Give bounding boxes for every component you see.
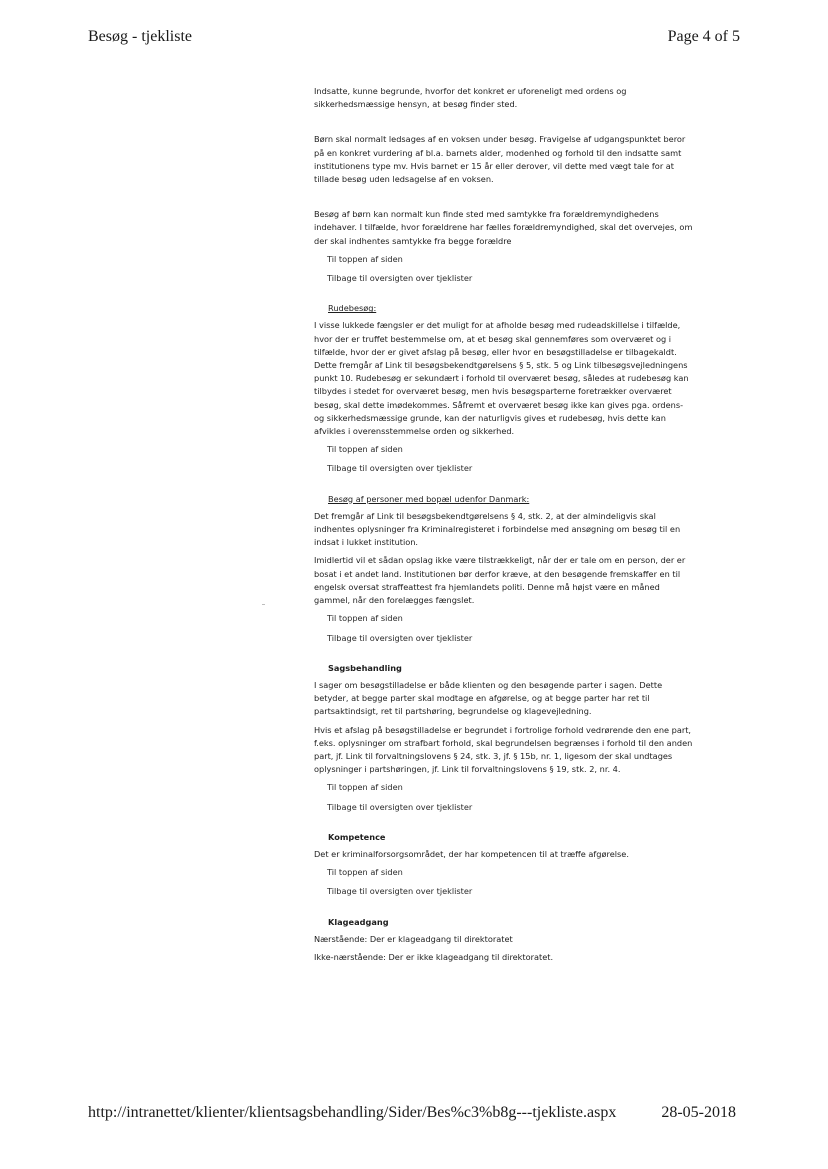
udenfor-paragraph-1: Det fremgår af Link til besøgsbekendtgørelsens § 4, stk. 2, at der almindeligvis skal indhentes oplysninger fra Kriminalregisteret i forbindelse med ansøgning om besøg til en indsat i lukket institution. <box>314 510 681 548</box>
footer-url: http://intranettet/klienter/klientsagsbehandling/Sider/Bes%c3%b8g---tjekliste.aspx <box>88 1104 617 1121</box>
intro-paragraph-2: Børn skal normalt ledsages af en voksen under besøg. Fravigelse af udgangspunktet beror på en konkret vurdering af bl.a. barnets alder, modenhed og forhold til den indsatte samt institutionens type mv. Hvis barnet er 15 år eller derover, vil dette med vægt tale for at tillade besøg uden ledsagelse af en voksen. <box>314 134 686 185</box>
back-to-top-link[interactable]: Til toppen af siden <box>327 253 403 264</box>
page-number: Page 4 of 5 <box>667 28 740 45</box>
klageadgang-heading: Klageadgang <box>328 916 389 927</box>
back-to-overview-link[interactable]: Tilbage til oversigten over tjeklister <box>327 886 473 897</box>
document-body <box>314 85 694 969</box>
back-to-top-link[interactable]: Til toppen af siden <box>327 867 403 878</box>
back-to-overview-link[interactable]: Tilbage til oversigten over tjeklister <box>327 632 473 643</box>
document-title: Besøg - tjekliste <box>88 28 192 45</box>
sagsbehandling-paragraph-2: Hvis et afslag på besøgstilladelse er begrundet i fortrolige forhold vedrørende den ene part, f.eks. oplysninger om strafbart forhold, skal begrundelsen begrænses i forhold til den anden part, jf. Link til forvaltningslovens § 24, stk. 3, jf. § 15b, nr. 1, ligesom der skal undtages oplysninger i partshøringen, jf. Link til forvaltningslovens § 19, stk. 2, nr. 4. <box>314 724 693 775</box>
rudebesog-paragraph: I visse lukkede fængsler er det muligt for at afholde besøg med rudeadskillelse i tilfælde, hvor der er truffet bestemmelse om, at et besøg skal gennemføres som overværet og i tilfælde, hvor der er givet afslag på besøg, eller hvor en besøgstilladelse er tilbagekaldt. Dette fremgår af Link til besøgsbekendtgørelsens § 5, stk. 5 og Link tilbesøgsvejledningens punkt 10. Rudebesøg er sekundært i forhold til overværet besøg, således at rudebesøg kan tilbydes i stedet for overværet besøg, men hvis besøgsparterne foretrækker overværet besøg, skal dette imødekommes. Såfremt et overværet besøg ikke kan gives pga. ordens- og sikkerhedsmæssige grunde, kan der naturligvis gives et rudebesøg, hvis dette kan afvikles i overensstemmelse orden og sikkerhed. <box>314 320 689 437</box>
scan-speck <box>262 604 265 605</box>
back-to-overview-link[interactable]: Tilbage til oversigten over tjeklister <box>327 463 473 474</box>
sagsbehandling-heading: Sagsbehandling <box>328 662 402 673</box>
sagsbehandling-paragraph-1: I sager om besøgstilladelse er både klienten og den besøgende parter i sagen. Dette betyder, at begge parter skal modtage en afgørelse, og at begge parter har ret til partsaktindsigt, ret til partshøring, begrundelse og klagevejledning. <box>314 679 663 717</box>
klageadgang-ikke-naerstaaende: Ikke-nærstående: Der er ikke klageadgang til direktoratet. <box>314 951 554 962</box>
kompetence-paragraph: Det er kriminalforsorgsområdet, der har kompetencen til at træffe afgørelse. <box>314 848 629 859</box>
footer-date: 28-05-2018 <box>661 1104 736 1121</box>
intro-paragraph-1: Indsatte, kunne begrunde, hvorfor det konkret er uforeneligt med ordens og sikkerhedsmæssige hensyn, at besøg finder sted. <box>314 86 627 110</box>
udenfor-paragraph-2: Imidlertid vil et sådan opslag ikke være tilstrækkeligt, når der er tale om en person, der er bosat i et andet land. Institutionen bør derfor kræve, at den besøgende fremskaffer en til engelsk oversat straffeattest fra hjemlandets politi. Denne må højst være en måned gammel, når den forelægges fængslet. <box>314 555 686 606</box>
back-to-top-link[interactable]: Til toppen af siden <box>327 782 403 793</box>
back-to-top-link[interactable]: Til toppen af siden <box>327 613 403 624</box>
intro-paragraph-3: Besøg af børn kan normalt kun finde sted med samtykke fra forældremyndighedens indehaver. I tilfælde, hvor forældrene har fælles forældremyndighed, skal det overvejes, om der skal indhentes samtykke fra begge forældre <box>314 209 693 246</box>
back-to-overview-link[interactable]: Tilbage til oversigten over tjeklister <box>327 273 473 284</box>
udenfor-heading: Besøg af personer med bopæl udenfor Danmark: <box>328 493 530 504</box>
back-to-top-link[interactable]: Til toppen af siden <box>327 444 403 455</box>
back-to-overview-link[interactable]: Tilbage til oversigten over tjeklister <box>327 801 473 812</box>
rudebesog-heading: Rudebesøg: <box>328 303 377 314</box>
kompetence-heading: Kompetence <box>328 831 386 842</box>
klageadgang-naerstaaende: Nærstående: Der er klageadgang til direktoratet <box>314 933 513 944</box>
